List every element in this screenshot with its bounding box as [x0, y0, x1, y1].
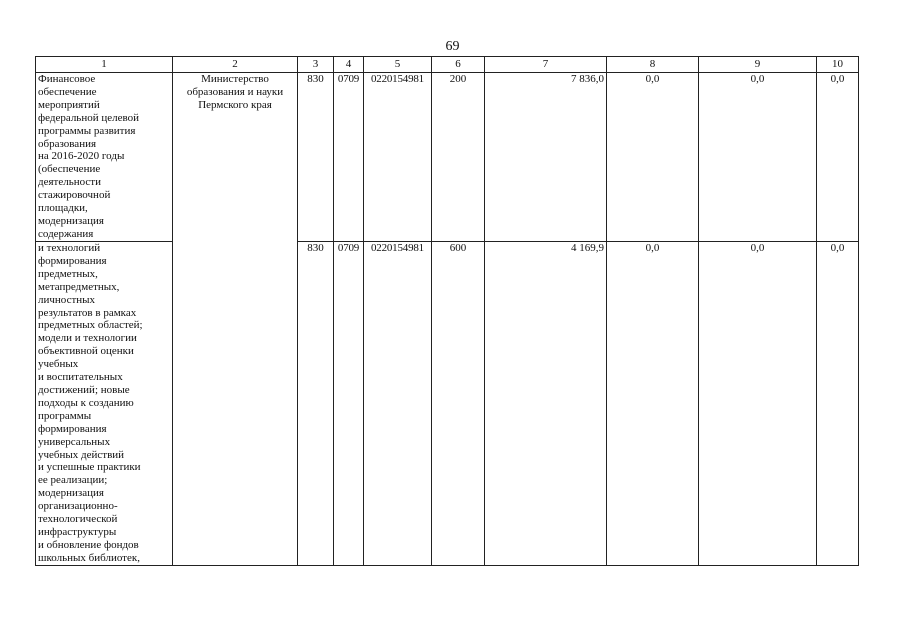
cell-c5: 0220154981	[364, 242, 432, 566]
text-line: и обновление фондов	[38, 538, 139, 551]
cell-c7: 7 836,0	[485, 73, 607, 242]
text-line: модернизация	[38, 487, 104, 500]
text-line: Пермского края	[198, 98, 272, 111]
header-cell: 4	[334, 57, 364, 73]
text-line: программы	[38, 409, 92, 422]
header-cell: 5	[364, 57, 432, 73]
text-line: мероприятий	[38, 98, 100, 111]
text-line: Министерство	[201, 73, 269, 85]
cell-c6: 600	[432, 242, 485, 566]
text-line: объективной оценки	[38, 345, 134, 358]
text-line: программы развития	[38, 124, 136, 137]
text-line: на 2016-2020 годы	[38, 150, 125, 163]
text-line: федеральной целевой	[38, 111, 139, 124]
cell-c8: 0,0	[607, 242, 699, 566]
text-line: стажировочной	[38, 189, 111, 202]
cell-c4: 0709	[334, 242, 364, 566]
text-line: и технологий	[38, 242, 101, 254]
cell-c3: 830	[298, 73, 334, 242]
text-line: и воспитательных	[38, 371, 123, 384]
text-line: образования и науки	[186, 85, 284, 98]
description-part2	[38, 242, 170, 565]
text-line: (обеспечение	[38, 163, 101, 176]
text-line: учебных действий	[38, 448, 125, 461]
cell-c9: 0,0	[699, 242, 817, 566]
header-cell: 7	[485, 57, 607, 73]
header-cell: 1	[36, 57, 173, 73]
description-cell	[36, 73, 173, 242]
header-cell: 6	[432, 57, 485, 73]
text-line: ее реализации;	[38, 474, 108, 487]
text-line: результатов в рамках	[38, 306, 137, 319]
header-row	[36, 57, 859, 73]
text-line: формирования	[38, 254, 107, 267]
header-cell: 2	[173, 57, 298, 73]
text-line: Финансовое	[38, 73, 96, 85]
text-line: метапредметных,	[38, 280, 120, 293]
text-line: личностных	[38, 293, 96, 306]
cell-c8: 0,0	[607, 73, 699, 242]
text-line: подходы к созданию	[38, 396, 134, 409]
cell-c3: 830	[298, 242, 334, 566]
header-cell: 9	[699, 57, 817, 73]
header-cell: 10	[817, 57, 859, 73]
budget-table	[35, 56, 859, 566]
cell-c6: 200	[432, 73, 485, 242]
page-number: 69	[445, 39, 460, 54]
text-line: образования	[38, 137, 97, 150]
text-line: модернизация	[38, 214, 104, 227]
text-line: достижений; новые	[38, 383, 130, 396]
text-line: универсальных	[38, 435, 111, 448]
text-line: площадки,	[38, 202, 88, 215]
cell-c10: 0,0	[817, 242, 859, 566]
header-cell: 8	[607, 57, 699, 73]
text-line: обеспечение	[38, 85, 97, 98]
cell-c7: 4 169,9	[485, 242, 607, 566]
text-line: инфраструктуры	[38, 525, 117, 538]
text-line: школьных библиотек,	[38, 551, 140, 564]
text-line: деятельности	[38, 176, 101, 189]
cell-c9: 0,0	[699, 73, 817, 242]
description-part1	[38, 73, 170, 241]
text-line: предметных областей;	[38, 319, 143, 332]
text-line: формирования	[38, 422, 107, 435]
cell-c5: 0220154981	[364, 73, 432, 242]
text-line: модели и технологии	[38, 332, 137, 345]
cell-c10: 0,0	[817, 73, 859, 242]
text-line: учебных	[38, 358, 79, 371]
organization-text	[175, 73, 295, 112]
text-line: предметных,	[38, 267, 98, 280]
cell-c4: 0709	[334, 73, 364, 242]
description-cell	[36, 242, 173, 566]
text-line: организационно-	[38, 500, 118, 513]
header-cell: 3	[298, 57, 334, 73]
text-line: и успешные практики	[38, 461, 141, 474]
table-row	[36, 242, 859, 566]
organization-cell	[173, 73, 298, 566]
table-row	[36, 73, 859, 242]
text-line: содержания	[38, 227, 94, 240]
text-line: технологической	[38, 513, 118, 526]
